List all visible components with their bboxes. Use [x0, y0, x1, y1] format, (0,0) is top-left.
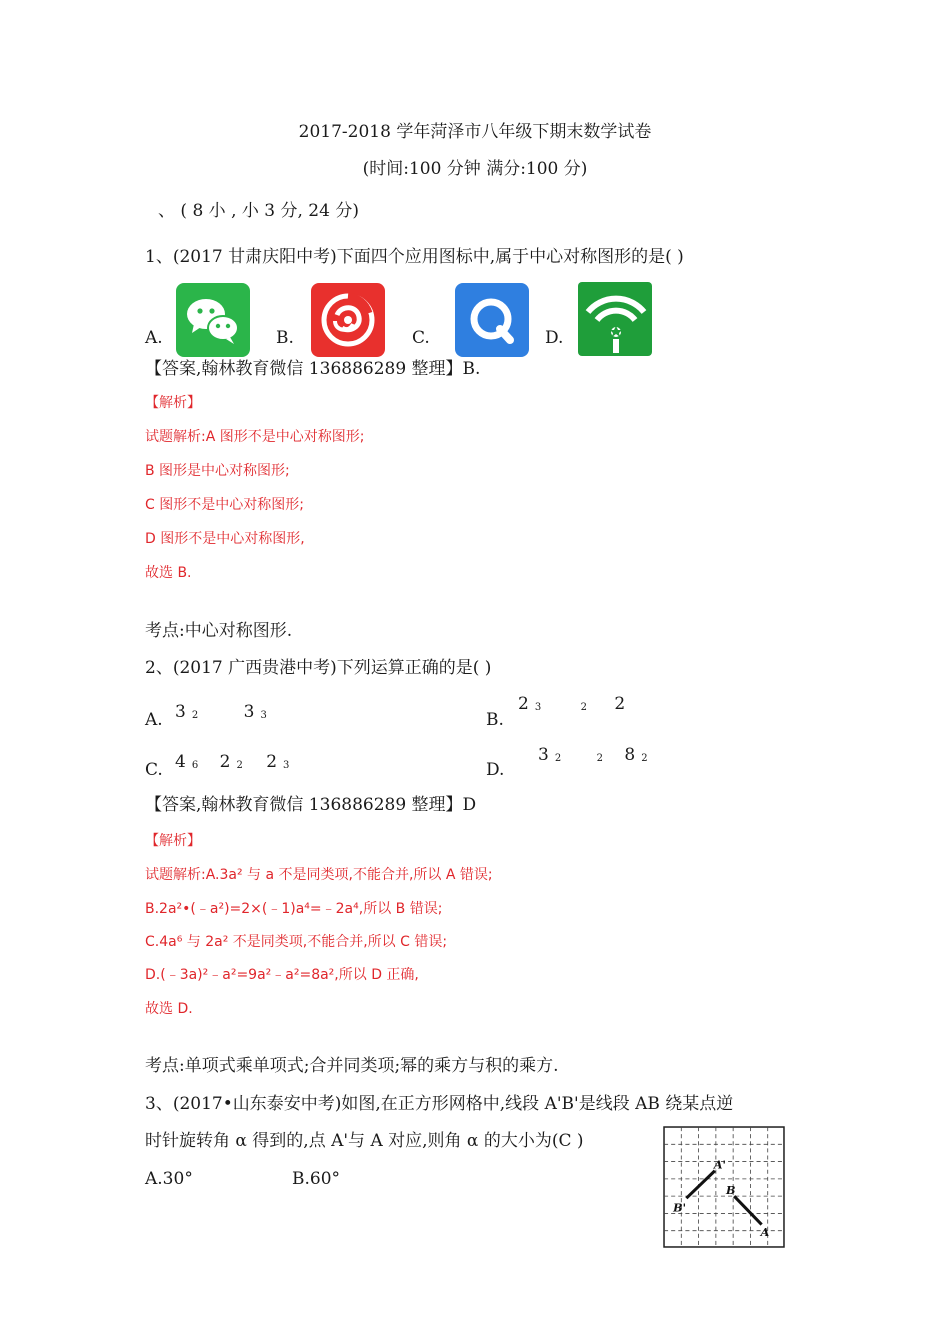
question-1-analysis-line: B 图形是中心对称图形; — [145, 463, 290, 479]
question-2-analysis-line: B.2a²•(﹣a²)=2×(﹣1)a⁴=﹣2a⁴,所以 B 错误; — [145, 901, 443, 917]
option-b-expression: 2 3 2 2 — [518, 694, 626, 714]
option-a-label: A. — [145, 328, 163, 348]
question-1-analysis-line: D 图形不是中心对称图形, — [145, 531, 305, 547]
option-a-expression: 3 2 3 3 — [175, 702, 267, 722]
option-d-label: D. — [486, 760, 505, 780]
phoenix-swirl-icon — [311, 283, 385, 357]
q-search-icon — [455, 283, 529, 357]
option-b-label: B. — [276, 328, 294, 348]
rotation-grid-figure — [663, 1126, 785, 1248]
question-1-analysis-line: 故选 B. — [145, 565, 192, 581]
question-2-analysis-line: C.4a⁶ 与 2a² 不是同类项,不能合并,所以 C 错误; — [145, 934, 448, 950]
exam-subtitle: (时间:100 分钟 满分:100 分) — [362, 159, 588, 179]
option-c-expression: 4 6 2 2 2 3 — [175, 752, 290, 772]
question-2-analysis-line: D.(﹣3a)²﹣a²=9a²﹣a²=8a²,所以 D 正确, — [145, 967, 419, 983]
option-b-label: B. — [486, 710, 504, 730]
option-a-label: A. — [145, 710, 163, 730]
question-1-point: 考点:中心对称图形. — [145, 621, 293, 641]
label-b: B — [726, 1184, 736, 1198]
question-2-analysis-line: 试题解析:A.3a² 与 a 不是同类项,不能合并,所以 A 错误; — [145, 867, 493, 883]
option-a: A.30° — [145, 1169, 193, 1189]
label-a: A — [760, 1225, 770, 1239]
option-d-label: D. — [545, 328, 564, 348]
question-2-text: 2、(2017 广西贵港中考)下列运算正确的是( ) — [145, 658, 492, 678]
wifi-signal-icon — [578, 282, 652, 356]
option-c-label: C. — [145, 760, 163, 780]
label-b-prime: B' — [673, 1201, 687, 1215]
option-c-label: C. — [412, 328, 430, 348]
question-2-point: 考点:单项式乘单项式;合并同类项;幂的乘方与积的乘方. — [145, 1056, 559, 1076]
wechat-icon — [176, 283, 250, 357]
question-1-analysis-line: C 图形不是中心对称图形; — [145, 497, 304, 513]
question-3-text-line-1: 3、(2017•山东泰安中考)如图,在正方形网格中,线段 A'B'是线段 AB 绕某点逆 — [145, 1094, 734, 1114]
question-1-text: 1、(2017 甘肃庆阳中考)下面四个应用图标中,属于中心对称图形的是( ) — [145, 247, 684, 267]
label-a-prime: A' — [713, 1158, 726, 1172]
question-2-answer: 【答案,翰林教育微信 136886289 整理】D — [145, 795, 477, 815]
question-2-analysis-line: 故选 D. — [145, 1001, 193, 1017]
section-heading: 、 ( 8 小 , 小 3 分, 24 分) — [158, 201, 359, 221]
question-1-analysis-title: 【解析】 — [145, 395, 201, 411]
question-2-analysis-title: 【解析】 — [145, 833, 201, 849]
question-1-analysis-line: 试题解析:A 图形不是中心对称图形; — [145, 429, 365, 445]
option-d-expression: 3 2 2 8 2 — [538, 745, 648, 765]
question-1-answer: 【答案,翰林教育微信 136886289 整理】B. — [145, 359, 481, 379]
exam-title: 2017-2018 学年菏泽市八年级下期末数学试卷 — [298, 122, 652, 142]
option-b: B.60° — [292, 1169, 341, 1189]
question-3-text-line-2: 时针旋转角 α 得到的,点 A'与 A 对应,则角 α 的大小为(C ) — [145, 1131, 584, 1151]
